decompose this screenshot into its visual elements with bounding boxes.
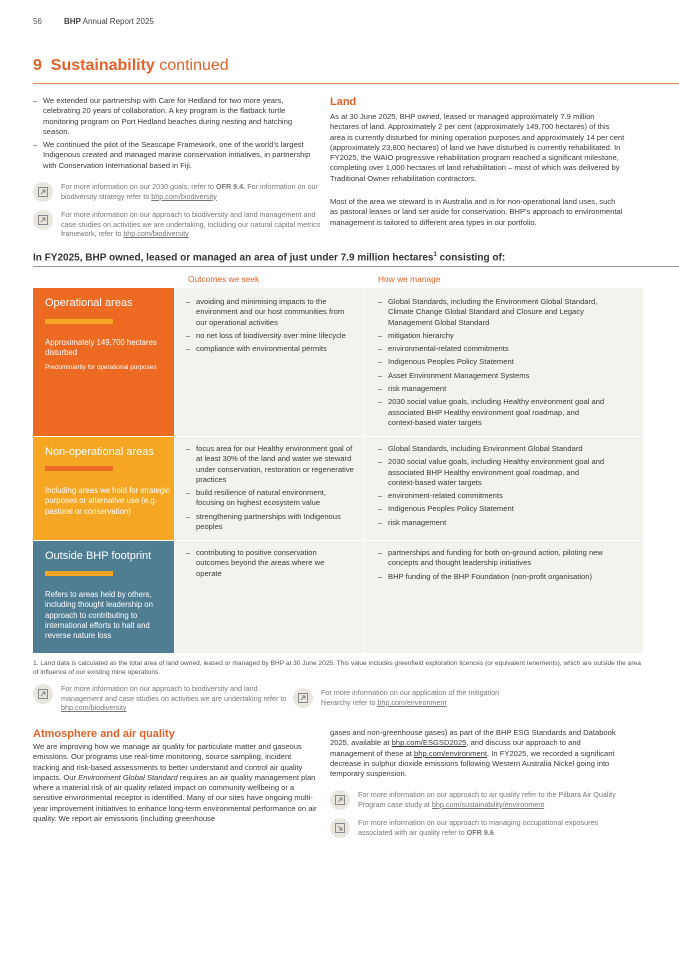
atmosphere-paragraph-1: We are improving how we manage air quality for particulate matter and gaseous emissions. Our programs use real-time monitoring, source sampling, incident tracking and risk-based assessments to better understand and control air quality impacts. Our Environment Global Standard requires an air quality management plan where a material risk of air quality related impact on community wellbeing or a sensitive environmental receptor is identified. Many of our sites have ongoing multi-year improvement initiatives to enhance long-term environmental performance on air quality. We report air emissions (including greenhouse — [33, 742, 317, 824]
environment-link[interactable]: bhp.com/environment — [414, 748, 488, 758]
list-item: – environmental-related commitments — [378, 344, 606, 354]
list-item: – avoiding and minimising impacts to the environment and our host communities from our operational activities — [186, 297, 356, 328]
arrow-icon — [33, 684, 53, 704]
info-callout-mitigation: For more information on our application of the mitigation hierarchy refer to bhp.com/environment — [293, 688, 503, 708]
land-paragraph-1: As at 30 June 2025, BHP owned, leased or managed approximately 7.9 million hectares of land. Approximately 2 per cent (approximately 149,700 hectares) of this area is currently disturbed for mining operation purposes and approximately 14 per cent (approximately 23,800 hectares) of land we have disturbed is currently rehabilitated. In FY2025, the WAIO progressive rehabilitation program reached a significant milestone, completing over 1,000 hectares of land rehabilitation – most of which was delivered by Traditional Owner rehabilitation contractors. — [330, 112, 625, 183]
info-callout-2030-goals: For more information on our 2030 goals, refer to OFR 9.4. For information on our biodiversity strategy refer to bhp.com/biodiversity — [33, 182, 318, 202]
list-item: – risk management — [378, 518, 606, 528]
list-item: – no net loss of biodiversity over mine lifecycle — [186, 331, 356, 341]
list-item: – strengthening partnerships with Indigenous peoples — [186, 512, 356, 533]
column-header-manage: How we manage — [378, 274, 441, 284]
atmosphere-paragraph-2: gases and non-greenhouse gases) as part of the BHP ESG Standards and Databook 2025, available at bhp.com/ESGSD2025, and discuss our approach to and management of these at bhp.com/environment. In FY2025, we recorded a significant decrease in sulphur dioxide emissions following Western Australia Nickel going into temporary suspension. — [330, 728, 616, 779]
list-item: – We continued the pilot of the Seascape Framework, one of the world’s largest Indigenous created and managed marine conservation initiatives, in partnership with Conservation International based in Fiji. — [33, 140, 318, 171]
list-item: – Indigenous Peoples Policy Statement — [378, 504, 606, 514]
table-rule — [33, 266, 679, 267]
list-item: – Asset Environment Management Systems — [378, 371, 606, 381]
manage-outside-footprint — [378, 548, 618, 585]
row-label-outside-footprint: Outside BHP footprint Refers to areas held by others, including thought leadership on approach to contributing to international efforts to halt and reverse nature loss — [33, 541, 174, 653]
list-item: – We extended our partnership with Care for Hedland for two more years, celebrating 20 years of collaboration. A key program is the flatback turtle monitoring program on Port Hedland beaches during nesting and hatching season. — [33, 96, 318, 137]
outcomes-outside-footprint — [186, 548, 336, 582]
list-item: – risk management — [378, 384, 606, 394]
info-callout-land-management: For more information on our approach to biodiversity and land management and case studies on activities we are undertaking refer to bhp.com/biodiversity — [33, 684, 288, 713]
info-callout-occupational: For more information on our approach to managing occupational exposures associated with air quality refer to OFR 9.6 — [330, 818, 620, 838]
intro-bullet-list — [33, 96, 318, 174]
section-number: 9 — [33, 57, 42, 74]
footnote: 1. Land data is calculated as the total area of land owned, leased or managed by BHP at 30 June 2025. This value includes greenfield exploration licences (or equivalent tenements), which are outside the area of influence of our existing mine operations. — [33, 660, 641, 676]
sustainability-environment-link[interactable]: bhp.com/sustainability/environment — [431, 799, 545, 809]
list-item: – BHP funding of the BHP Foundation (non-profit organisation) — [378, 572, 618, 582]
list-item: – focus area for our Healthy environment goal of at least 30% of the land and water we steward under conservation, restoration or regenerative practices — [186, 444, 356, 485]
outcomes-operational — [186, 297, 356, 357]
arrow-icon — [293, 688, 313, 708]
land-paragraph-2: Most of the area we steward is in Australia and is for non-operational land uses, such as pastoral leases or land set aside for conservation. BHP’s approach to environmental management is tailored to different area types in our portfolio. — [330, 197, 623, 227]
accent-bar — [45, 571, 113, 576]
column-divider — [364, 288, 365, 653]
arrow-icon — [330, 790, 350, 810]
list-item: – 2030 social value goals, including Healthy environment goal and associated BHP Healthy environment goal roadmap, and context-based water targets — [378, 397, 606, 428]
section-suffix: continued — [159, 57, 229, 74]
biodiversity-link[interactable]: bhp.com/biodiversity — [151, 191, 217, 201]
manage-non-operational — [378, 444, 606, 531]
arrow-icon — [33, 210, 53, 230]
outcomes-non-operational — [186, 444, 356, 535]
list-item: – contributing to positive conservation outcomes beyond the areas where we operate — [186, 548, 336, 579]
manage-operational — [378, 297, 606, 431]
environment-link[interactable]: bhp.com/environment — [377, 697, 447, 707]
section-name: Sustainability — [50, 57, 155, 74]
info-callout-biodiversity: For more information on our approach to biodiversity and land management and case studies on activities we are undertaking, including our natural capital metrics framework, refer to bhp.com/biodiversity — [33, 210, 323, 239]
list-item: – mitigation hierarchy — [378, 331, 606, 341]
row-label-operational: Operational areas Approximately 149,700 hectares disturbed Predominantly for operational purposes — [33, 288, 174, 436]
list-item: – partnerships and funding for both on-ground action, piloting new concepts and thought leadership initiatives — [378, 548, 618, 569]
arrow-icon — [33, 182, 53, 202]
biodiversity-link[interactable]: bhp.com/biodiversity — [123, 229, 189, 239]
title-rule — [33, 83, 679, 84]
accent-bar — [45, 319, 113, 324]
ofr-reference[interactable]: OFR 9.4. — [216, 182, 246, 191]
page-title — [33, 57, 229, 75]
brand-name: BHP — [64, 17, 81, 26]
list-item: – compliance with environmental permits — [186, 344, 356, 354]
info-callout-air-quality: For more information on our approach to air quality refer to the Pilbara Air Quality Program case study at bhp.com/sustainability/environment — [330, 790, 620, 810]
list-item: – 2030 social value goals, including Healthy environment goal and associated BHP Healthy environment goal roadmap, and context-based water targets — [378, 457, 606, 488]
list-item: – Global Standards, including Environment Global Standard — [378, 444, 606, 454]
biodiversity-link[interactable]: bhp.com/biodiversity — [61, 703, 127, 713]
page-number: 56 — [33, 17, 42, 26]
list-item: – Global Standards, including the Environment Global Standard, Climate Change Global Standard and Closure and Legacy Management Global Standard — [378, 297, 606, 328]
list-item: – Indigenous Peoples Policy Statement — [378, 357, 606, 367]
report-title: Annual Report 2025 — [82, 17, 154, 26]
esg-databook-link[interactable]: bhp.com/ESGSD2025 — [391, 738, 467, 748]
report-header — [64, 17, 154, 26]
table-title: In FY2025, BHP owned, leased or managed an area of just under 7.9 million hectares$^1$ consisting of: — [33, 252, 506, 264]
accent-bar — [45, 466, 113, 471]
atmosphere-heading: Atmosphere and air quality — [33, 728, 175, 740]
ofr-reference[interactable]: OFR 9.6 — [466, 827, 494, 837]
list-item: – environment-related commitments — [378, 491, 606, 501]
arrow-icon — [330, 818, 350, 838]
row-label-non-operational: Non-operational areas Including areas we hold for strategic purposes or alternative use (e.g. pastoral or conservation) — [33, 437, 174, 540]
column-header-outcomes: Outcomes we seek — [188, 274, 260, 284]
land-heading: Land — [330, 96, 357, 108]
list-item: – build resilience of natural environment, focusing on highest ecosystem value — [186, 488, 356, 509]
